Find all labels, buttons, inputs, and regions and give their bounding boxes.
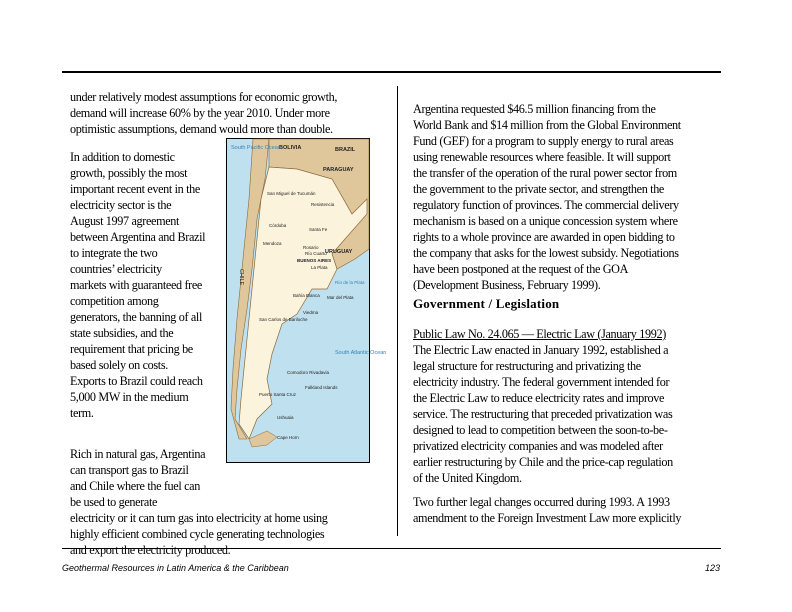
text-line: growth, possibly the most	[70, 166, 188, 180]
text-line: generators, the banning of all	[70, 310, 202, 324]
text-line: requirement that pricing be	[70, 342, 193, 356]
text-line: demand will increase 60% by the year 2010. Under more	[70, 106, 330, 120]
text-line: the company that asks for the lowest subsidy. Negotiations	[413, 246, 679, 260]
text-line: Fund (GEF) for a program to supply energy to rural areas	[413, 134, 674, 148]
map-label: PARAGUAY	[323, 167, 354, 173]
text-line: state subsidies, and the	[70, 326, 174, 340]
text-line: term.	[70, 406, 94, 420]
map-label: Viedma	[303, 310, 319, 315]
map-label: Ushuaia	[277, 415, 294, 420]
map-label: San Carlos de Bariloche	[259, 317, 308, 322]
text-line: earlier restructuring by Chile and the price-cap regulation	[413, 455, 673, 469]
map-label: BUENOS AIRES	[297, 258, 332, 263]
text-line: privatized electricity companies and was modeled after	[413, 439, 663, 453]
footer-title: Geothermal Resources in Latin America & the Caribbean	[62, 563, 289, 573]
column-divider	[397, 86, 398, 536]
map-label: Comodoro Rivadavia	[287, 370, 330, 375]
map-label: South Atlantic Ocean	[335, 350, 387, 356]
text-line: of the United Kingdom.	[413, 471, 522, 485]
text-line: August 1997 agreement	[70, 214, 180, 228]
text-line: amendment to the Foreign Investment Law more explicitly	[413, 511, 682, 525]
text-line: The Electric Law enacted in January 1992, established a	[413, 343, 669, 357]
text-line: to integrate the two	[70, 246, 158, 260]
text-line: rights to a whole province are awarded in open bidding to	[413, 230, 675, 244]
text-line: Rich in natural gas, Argentina	[70, 447, 206, 461]
text-line: electricity industry. The federal government intended for	[413, 375, 670, 389]
map-label: Mar del Plata	[327, 295, 354, 300]
map-label: BRAZIL	[335, 147, 356, 153]
text-line: designed to lead to competition between the soon-to-be-	[413, 423, 668, 437]
map-label: Río de la Plata	[335, 280, 365, 285]
map-label: CHILE	[238, 269, 244, 286]
text-line: based solely on costs.	[70, 358, 168, 372]
text-line: World Bank and $14 million from the Global Environment	[413, 118, 681, 132]
argentina-map	[226, 138, 387, 463]
map-label: BOLIVIA	[279, 145, 302, 151]
text-line: competition among	[70, 294, 159, 308]
map-label: Rosario	[303, 245, 319, 250]
section-heading: Government / Legislation	[413, 296, 560, 311]
text-line: 5,000 MW in the medium	[70, 390, 189, 404]
text-line: between Argentina and Brazil	[70, 230, 206, 244]
text-line: highly efficient combined cycle generating technologies	[70, 527, 325, 541]
map-label: South Pacific Ocean	[231, 145, 281, 151]
text-line: Two further legal changes occurred during 1993. A 1993	[413, 495, 670, 509]
law-title: Public Law No. 24.065 — Electric Law (January 1992)	[413, 327, 666, 341]
map-label: Río Cuarto	[305, 251, 327, 256]
text-line: and Chile where the fuel can	[70, 479, 200, 493]
map-label: La Plata	[311, 265, 328, 270]
text-line: and export the electricity produced.	[70, 543, 231, 557]
text-line: be used to generate	[70, 495, 158, 509]
map-label: Falkland Islands	[305, 385, 338, 390]
map-label: Córdoba	[269, 223, 287, 228]
text-line: the government to the private sector, and strengthen the	[413, 182, 664, 196]
text-line: legal structure for restructuring and privatizing the	[413, 359, 641, 373]
map-label: Santa Fe	[309, 227, 328, 232]
text-line: markets with guaranteed free	[70, 278, 202, 292]
text-line: Exports to Brazil could reach	[70, 374, 203, 388]
map-label: Cape Horn	[277, 435, 299, 440]
text-line: important recent event in the	[70, 182, 200, 196]
text-line: Argentina requested $46.5 million financing from the	[413, 102, 656, 116]
text-line: electricity sector is the	[70, 198, 172, 212]
map-label: Puerto Santa Cruz	[259, 392, 297, 397]
map-label: Resistencia	[311, 202, 335, 207]
text-line: regulatory function of provinces. The commercial delivery	[413, 198, 679, 212]
map-label: San Miguel de Tucumán	[267, 191, 316, 196]
text-line: using renewable resources where feasible. It will support	[413, 150, 671, 164]
text-line: the Electric Law to reduce electricity rates and improve	[413, 391, 665, 405]
text-line: mechanism is based on a unique concession system where	[413, 214, 678, 228]
text-line: optimistic assumptions, demand would more than double.	[70, 122, 333, 136]
map-label: Bahía Blanca	[293, 293, 320, 298]
text-line: can transport gas to Brazil	[70, 463, 189, 477]
text-line: service. The restructuring that preceded privatization was	[413, 407, 673, 421]
map-label: URUGUAY	[325, 249, 353, 255]
text-line: under relatively modest assumptions for economic growth,	[70, 90, 338, 104]
text-line: In addition to domestic	[70, 150, 175, 164]
top-rule	[62, 71, 721, 73]
text-line: (Development Business, February 1999).	[413, 278, 601, 292]
text-line: the transfer of the operation of the rural power sector from	[413, 166, 677, 180]
text-line: electricity or it can turn gas into electricity at home using	[70, 511, 328, 525]
text-line: have been postponed at the request of the GOA	[413, 262, 629, 276]
page-number: 123	[704, 563, 720, 573]
map-label: Mendoza	[263, 241, 282, 246]
text-line: countries’ electricity	[70, 262, 162, 276]
